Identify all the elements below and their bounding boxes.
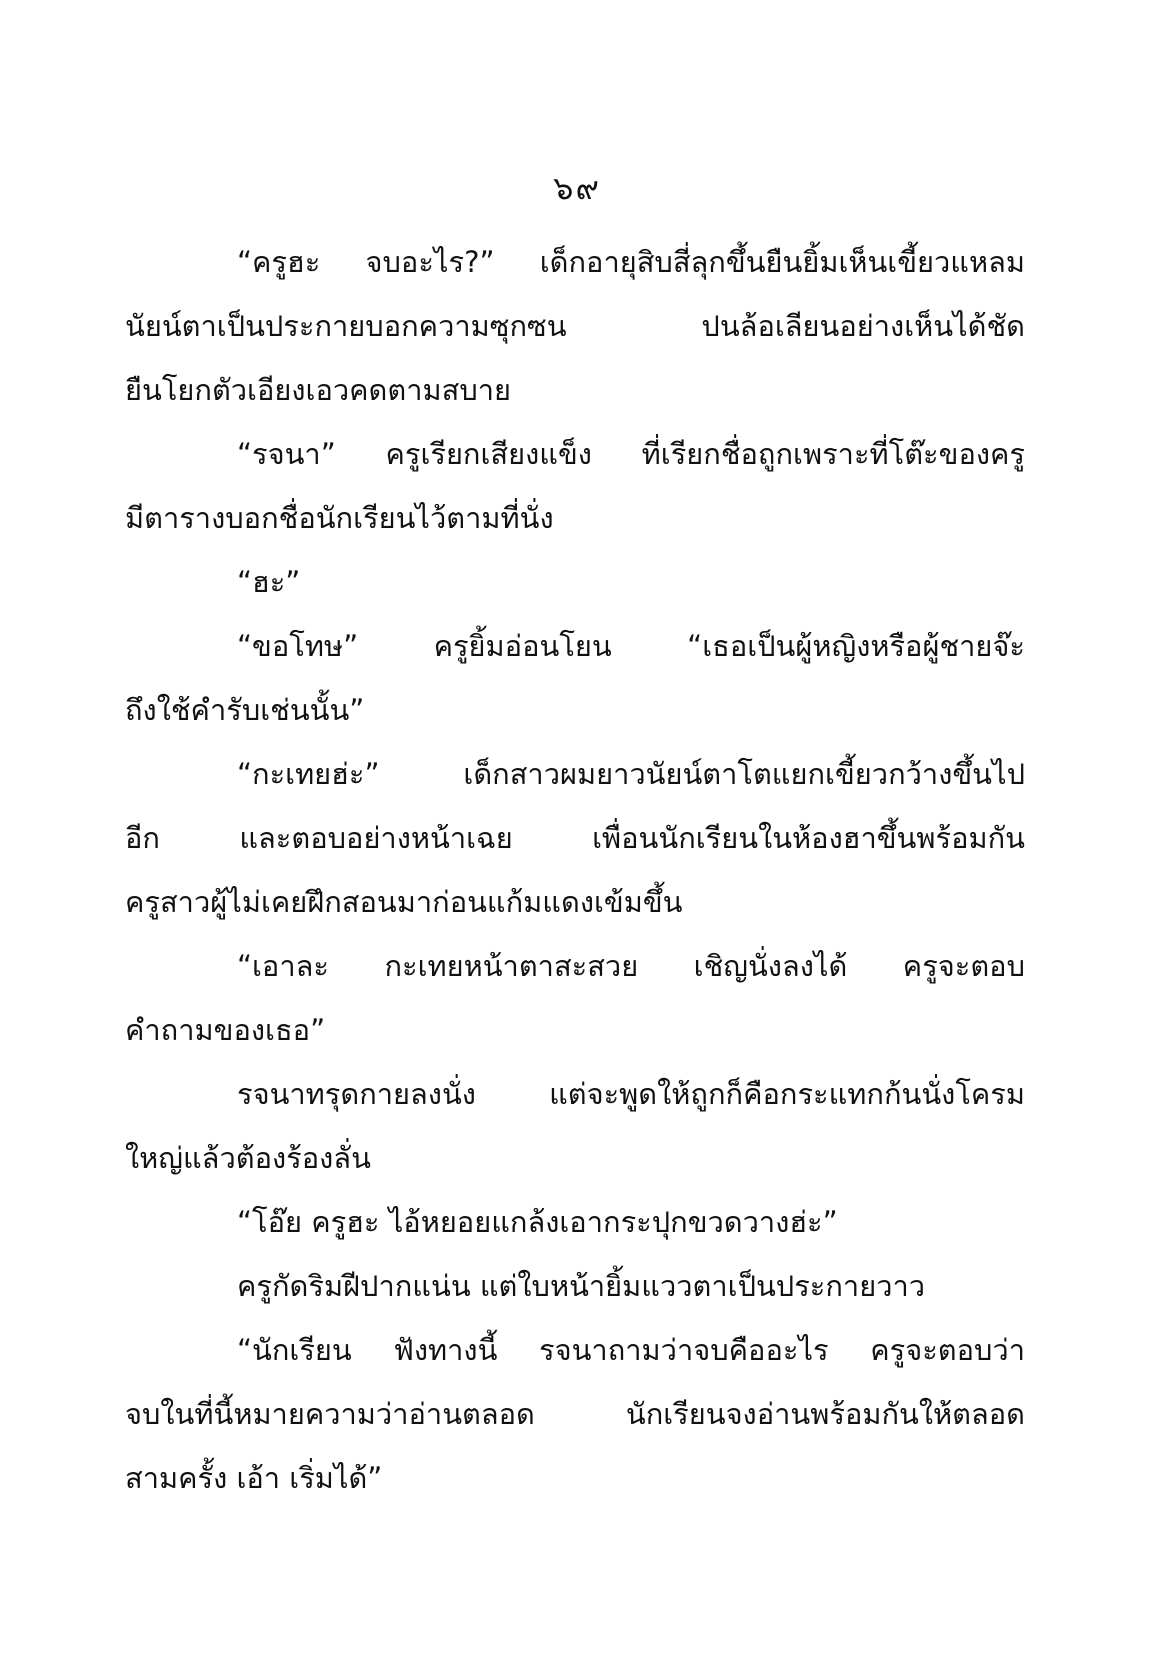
text-line: “โอ๊ย ครูฮะ ไอ้หยอยแกล้งเอากระปุกขวดวางฮ่ะ” [237,1205,838,1239]
text-line: ครูกัดริมฝีปากแน่น แต่ใบหน้ายิ้มแววตาเป็นประกายวาว [237,1269,926,1303]
text-line: “ขอโทษ” ครูยิ้มอ่อนโยน “เธอเป็นผู้หญิงหรือผู้ชายจ๊ะ [237,629,1025,663]
text-line: นัยน์ตาเป็นประกายบอกความซุกซน ปนล้อเลียนอย่างเห็นได้ชัด [125,309,1025,343]
body-text [125,230,1025,1510]
text-line: สามครั้ง เอ้า เริ่มได้” [125,1461,383,1495]
text-line: อีก และตอบอย่างหน้าเฉย เพื่อนนักเรียนในห้องฮาขึ้นพร้อมกัน [125,821,1025,855]
text-line: ใหญ่แล้วต้องร้องลั่น [125,1141,371,1175]
text-line: คำถามของเธอ” [125,1013,326,1047]
text-line: “ฮะ” [237,565,301,599]
text-line: “นักเรียน ฟังทางนี้ รจนาถามว่าจบคืออะไร ครูจะตอบว่า [237,1333,1025,1367]
text-line: รจนาทรุดกายลงนั่ง แต่จะพูดให้ถูกก็คือกระแทกก้นนั่งโครม [237,1077,1025,1111]
text-line: จบในที่นี้หมายความว่าอ่านตลอด นักเรียนจงอ่านพร้อมกันให้ตลอด [125,1397,1025,1431]
text-line: มีตารางบอกชื่อนักเรียนไว้ตามที่นั่ง [125,501,554,535]
page-number: ๖๙ [553,169,601,207]
text-line: ยืนโยกตัวเอียงเอวคดตามสบาย [125,373,512,407]
text-line: ถึงใช้คำรับเช่นนั้น” [125,693,365,727]
text-line: “กะเทยฮ่ะ” เด็กสาวผมยาวนัยน์ตาโตแยกเขี้ยวกว้างขึ้นไป [237,757,1025,791]
text-line: “เอาละ กะเทยหน้าตาสะสวย เชิญนั่งลงได้ ครูจะตอบ [237,949,1025,983]
text-line: “ครูฮะ จบอะไร?” เด็กอายุสิบสี่ลุกขึ้นยืนยิ้มเห็นเขี้ยวแหลม [237,245,1025,279]
text-line: ครูสาวผู้ไม่เคยฝึกสอนมาก่อนแก้มแดงเข้มขึ้น [125,885,683,919]
text-line: “รจนา” ครูเรียกเสียงแข็ง ที่เรียกชื่อถูกเพราะที่โต๊ะของครู [237,437,1025,471]
